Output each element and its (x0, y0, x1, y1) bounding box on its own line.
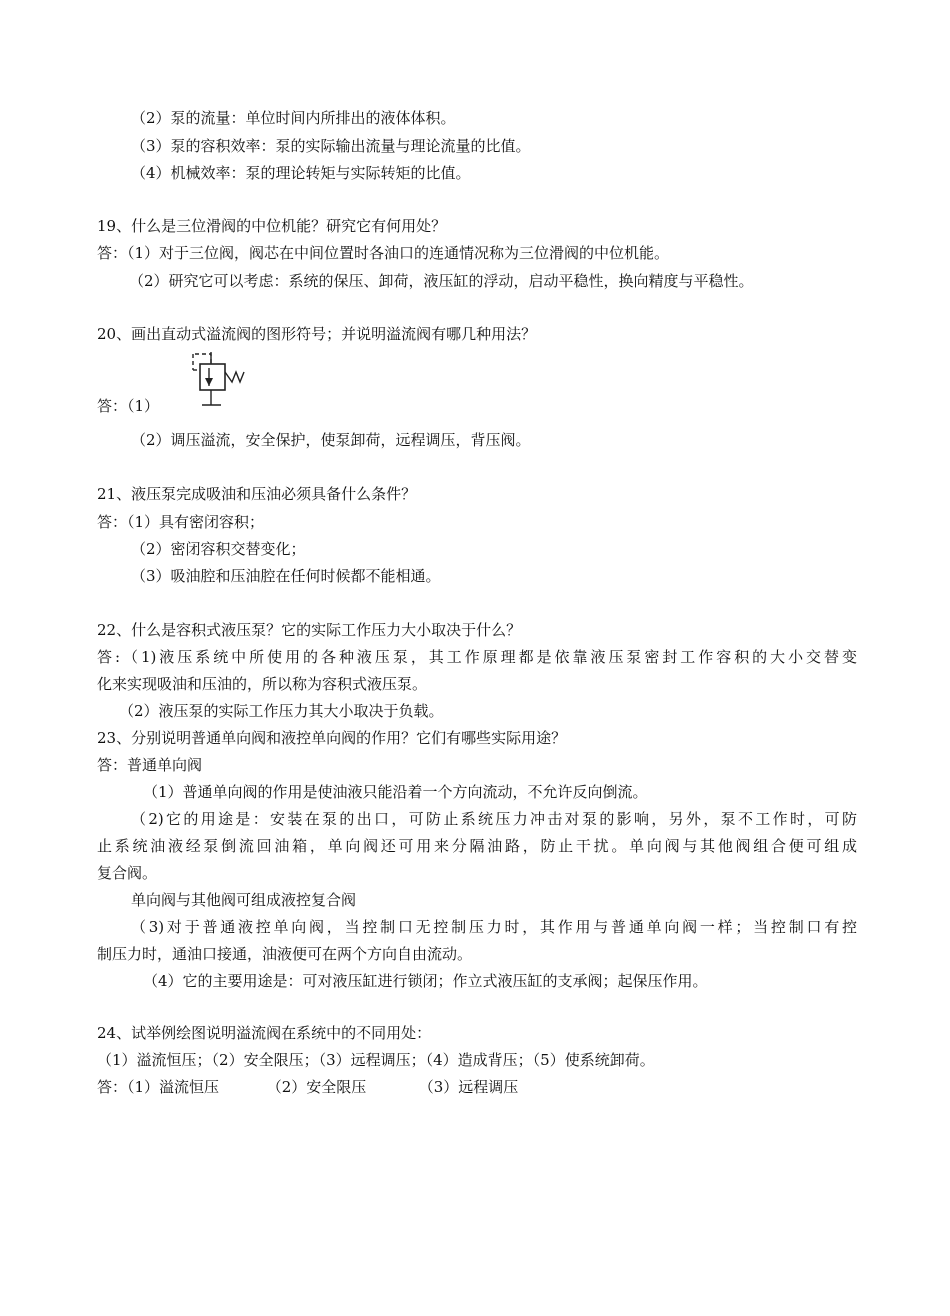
answer-line: （4）它的主要用途是：可对液压缸进行锁闭；作立式液压缸的支承阀；起保压作用。 (143, 972, 708, 990)
text-line: （2）泵的流量：单位时间内所排出的液体体积。 (131, 109, 456, 127)
question-23: 23、分别说明普通单向阀和液控单向阀的作用？它们有哪些实际用途？ (97, 729, 567, 747)
answer-line: 答：（1） (97, 397, 160, 415)
answer-line: （2）调压溢流，安全保护，使泵卸荷，远程调压，背压阀。 (131, 431, 531, 449)
answer-line: 单向阀与其他阀可组成液控复合阀 (131, 891, 357, 909)
answer-line: （2）密闭容积交替变化； (131, 540, 306, 558)
text-line: （3）泵的容积效率：泵的实际输出流量与理论流量的比值。 (131, 137, 531, 155)
answer-line: （3)对于普通液控单向阀，当控制口无控制压力时，其作用与普通单向阀一样；当控制口有控 (131, 918, 857, 936)
answer-line: 答：（1）溢流恒压 （2）安全限压 （3）远程调压 (97, 1078, 519, 1096)
answer-line: 止系统油液经泵倒流回油箱，单向阀还可用来分隔油路，防止干扰。单向阀与其他阀组合便可组成 (97, 837, 857, 855)
answer-line: 化来实现吸油和压油的，所以称为容积式液压泵。 (97, 675, 428, 693)
answer-line: 答：（1）具有密闭容积； (97, 513, 265, 531)
question-items: （1）溢流恒压；（2）安全限压；（3）远程调压；（4）造成背压；（5）使系统卸荷。 (97, 1051, 655, 1069)
answer-line: （3）吸油腔和压油腔在任何时候都不能相通。 (131, 567, 441, 585)
question-22: 22、什么是容积式液压泵？它的实际工作压力大小取决于什么？ (97, 621, 522, 639)
answer-line: 答:（1)液压系统中所使用的各种液压泵，其工作原理都是依靠液压泵密封工作容积的大小交替变 (97, 648, 857, 666)
question-20: 20、画出直动式溢流阀的图形符号；并说明溢流阀有哪几种用法？ (97, 325, 537, 343)
question-19: 19、什么是三位滑阀的中位机能？研究它有何用处？ (97, 217, 447, 235)
answer-line: （1）普通单向阀的作用是使油液只能沿着一个方向流动，不允许反向倒流。 (143, 783, 648, 801)
answer-line: 制压力时，通油口接通，油液便可在两个方向自由流动。 (97, 945, 473, 963)
answer-line: 答：（1）对于三位阀，阀芯在中间位置时各油口的连通情况称为三位滑阀的中位机能。 (97, 244, 670, 262)
answer-line: 复合阀。 (97, 864, 158, 882)
answer-line: （2）液压泵的实际工作压力其大小取决于负载。 (119, 702, 444, 720)
answer-line: （2）研究它可以考虑：系统的保压、卸荷，液压缸的浮动，启动平稳性，换向精度与平稳性。 (129, 272, 754, 290)
text-line: （4）机械效率：泵的理论转矩与实际转矩的比值。 (131, 164, 471, 182)
question-24: 24、试举例绘图说明溢流阀在系统中的不同用处： (97, 1024, 432, 1042)
answer-line: （2)它的用途是：安装在泵的出口，可防止系统压力冲击对泵的影响，另外，泵不工作时，可防 (131, 810, 857, 828)
answer-line: 答：普通单向阀 (97, 756, 203, 774)
question-21: 21、液压泵完成吸油和压油必须具备什么条件？ (97, 485, 417, 503)
